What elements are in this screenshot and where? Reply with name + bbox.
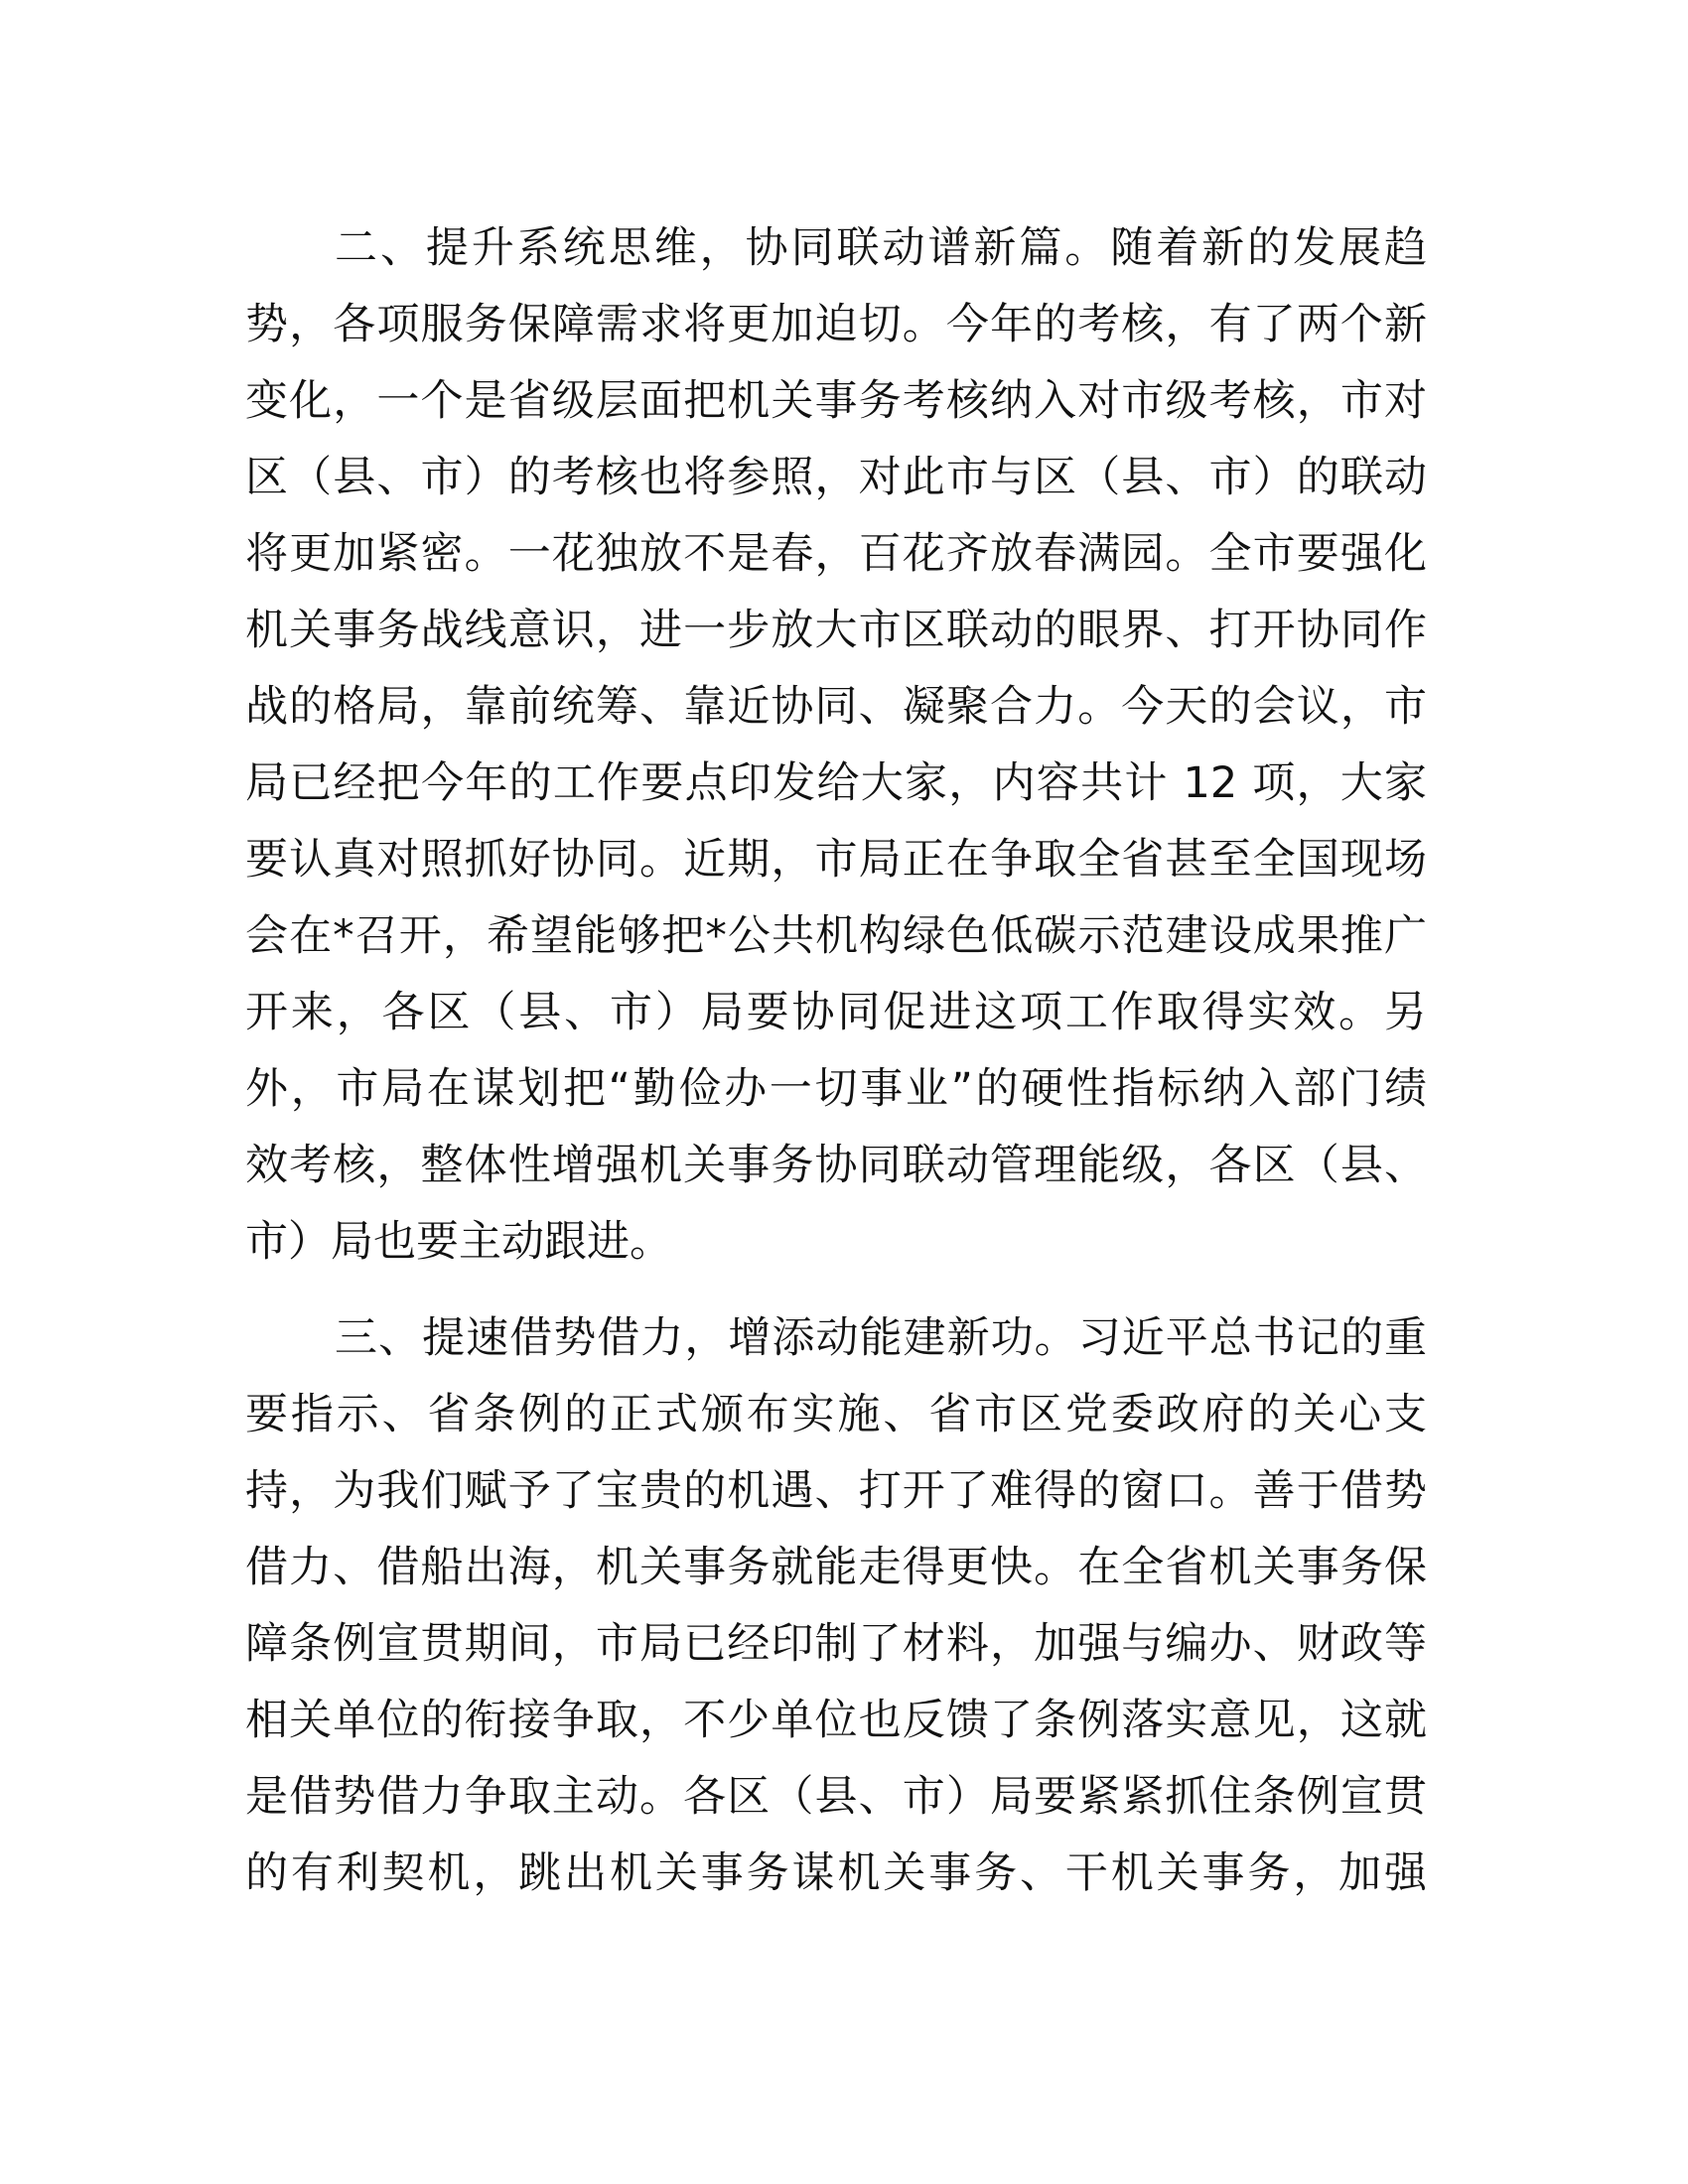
paragraph xyxy=(245,210,1427,1281)
text-line: 变化，一个是省级层面把机关事务考核纳入对市级考核，市对 xyxy=(245,376,1427,426)
text-line: 机关事务战线意识，进一步放大市区联动的眼界、打开协同作 xyxy=(245,606,1427,655)
text-line: 会在*召开，希望能够把*公共机构绿色低碳示范建设成果推广 xyxy=(245,911,1427,961)
paragraph xyxy=(245,1300,1427,1912)
text-line: 二、提升系统思维，协同联动谱新篇。随着新的发展趋 xyxy=(335,223,1427,273)
text-line: 外，市局在谋划把“勤俭办一切事业”的硬性指标纳入部门绩 xyxy=(245,1064,1427,1114)
text-line: 将更加紧密。一花独放不是春，百花齐放春满园。全市要强化 xyxy=(245,529,1427,579)
text-line: 战的格局，靠前统筹、靠近协同、凝聚合力。今天的会议，市 xyxy=(245,682,1427,732)
text-line: 障条例宣贯期间，市局已经印制了材料，加强与编办、财政等 xyxy=(245,1619,1427,1669)
text-line: 市）局也要主动跟进。 xyxy=(245,1217,672,1267)
text-line: 要指示、省条例的正式颁布实施、省市区党委政府的关心支 xyxy=(245,1390,1427,1439)
document-page xyxy=(245,210,1427,1932)
text-line: 持，为我们赋予了宝贵的机遇、打开了难得的窗口。善于借势 xyxy=(245,1466,1427,1516)
text-line: 三、提速借势借力，增添动能建新功。习近平总书记的重 xyxy=(335,1313,1427,1363)
text-line: 的有利契机，跳出机关事务谋机关事务、干机关事务，加强 xyxy=(245,1848,1427,1898)
text-line: 相关单位的衔接争取，不少单位也反馈了条例落实意见，这就 xyxy=(245,1696,1427,1745)
text-line: 要认真对照抓好协同。近期，市局正在争取全省甚至全国现场 xyxy=(245,835,1427,885)
text-line: 是借势借力争取主动。各区（县、市）局要紧紧抓住条例宣贯 xyxy=(245,1772,1427,1822)
text-line: 开来，各区（县、市）局要协同促进这项工作取得实效。另 xyxy=(245,988,1427,1037)
text-line: 借力、借船出海，机关事务就能走得更快。在全省机关事务保 xyxy=(245,1543,1427,1592)
text-line: 局已经把今年的工作要点印发给大家，内容共计 12 项，大家 xyxy=(245,758,1427,808)
text-line: 区（县、市）的考核也将参照，对此市与区（县、市）的联动 xyxy=(245,453,1427,502)
text-line: 效考核，整体性增强机关事务协同联动管理能级，各区（县、 xyxy=(245,1141,1427,1190)
text-line: 势，各项服务保障需求将更加迫切。今年的考核，有了两个新 xyxy=(245,300,1427,349)
